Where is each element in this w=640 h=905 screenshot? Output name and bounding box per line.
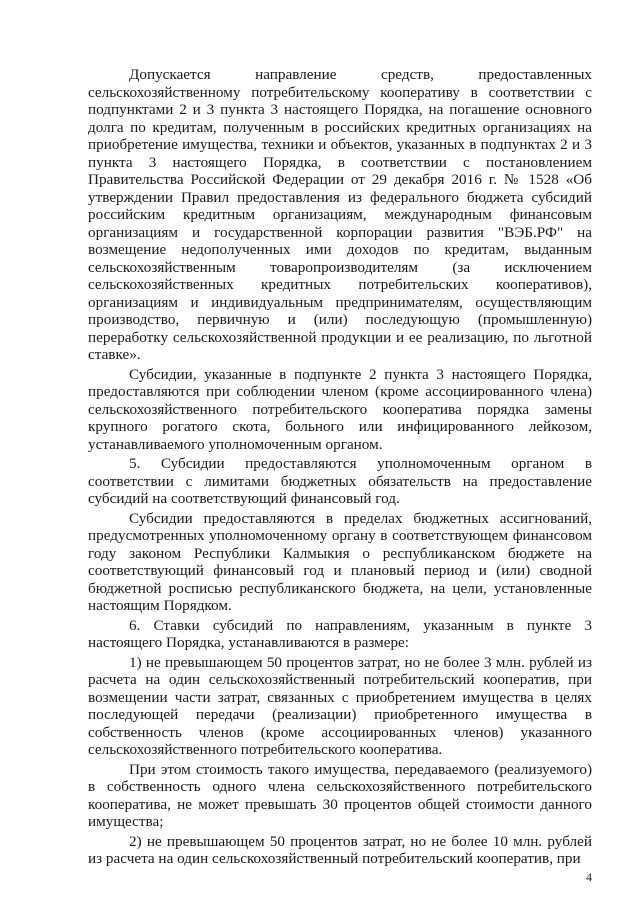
paragraph: Субсидии, указанные в подпункте 2 пункта 3 настоящего Порядка, предоставляются при соблюдении членом (кроме ассоциированного члена) сельскохозяйственного потребительского кооператива порядка замены крупного рогатого скота, больного или инфицированного лейкозом, устанавливаемого уполномоченным органом.	[88, 365, 592, 453]
page-number: 4	[586, 870, 592, 884]
paragraph: 1) не превышающем 50 процентов затрат, но не более 3 млн. рублей из расчета на один сельскохозяйственный потребительский кооператив, при возмещении части затрат, связанных с приобретением имущества в целях последующей передачи (реализации) приобретенного имущества в собственность членов (кроме ассоциированных членов) указанного сельскохозяйственного потребительского кооператива.	[88, 653, 592, 758]
paragraph: 6. Ставки субсидий по направлениям, указанным в пункте 3 настоящего Порядка, устанавливаются в размере:	[88, 616, 592, 651]
document-body	[88, 66, 592, 870]
paragraph: 5. Субсидии предоставляются уполномоченным органом в соответствии с лимитами бюджетных обязательств на предоставление субсидий на соответствующий финансовый год.	[88, 455, 592, 507]
paragraph: Допускается направление средств, предоставленных сельскохозяйственному потребительскому кооперативу в соответствии с подпунктами 2 и 3 пункта 3 настоящего Порядка, на погашение основного долга по кредитам, полученным в российских кредитных организациях на приобретение имущества, техники и объектов, указанных в подпунктах 2 и 3 пункта 3 настоящего Порядка, в соответствии с постановлением Правительства Российской Федерации от 29 декабря 2016 г. № 1528 «Об утверждении Правил предоставления из федерального бюджета субсидий российским кредитным организациям, международным финансовым организациям и государственной корпорации развития "ВЭБ.РФ" на возмещение недополученных ими доходов по кредитам, выданным сельскохозяйственным товаропроизводителям (за исключением сельскохозяйственных кредитных потребительских кооперативов), организациям и индивидуальным предпринимателям, осуществляющим производство, первичную и (или) последующую (промышленную) переработку сельскохозяйственной продукции и ее реализацию, по льготной ставке».	[88, 66, 592, 363]
paragraph: 2) не превышающем 50 процентов затрат, но не более 10 млн. рублей из расчета на один сельскохозяйственный потребительский кооператив, при	[88, 832, 592, 867]
paragraph: При этом стоимость такого имущества, передаваемого (реализуемого) в собственность одного члена сельскохозяйственного потребительского кооператива, не может превышать 30 процентов общей стоимости данного имущества;	[88, 760, 592, 830]
paragraph: Субсидии предоставляются в пределах бюджетных ассигнований, предусмотренных уполномоченному органу в соответствующем финансовом году законом Республики Калмыкия о республиканском бюджете на соответствующий финансовый год и плановый период и (или) сводной бюджетной росписью республиканского бюджета, на цели, установленные настоящим Порядком.	[88, 509, 592, 614]
